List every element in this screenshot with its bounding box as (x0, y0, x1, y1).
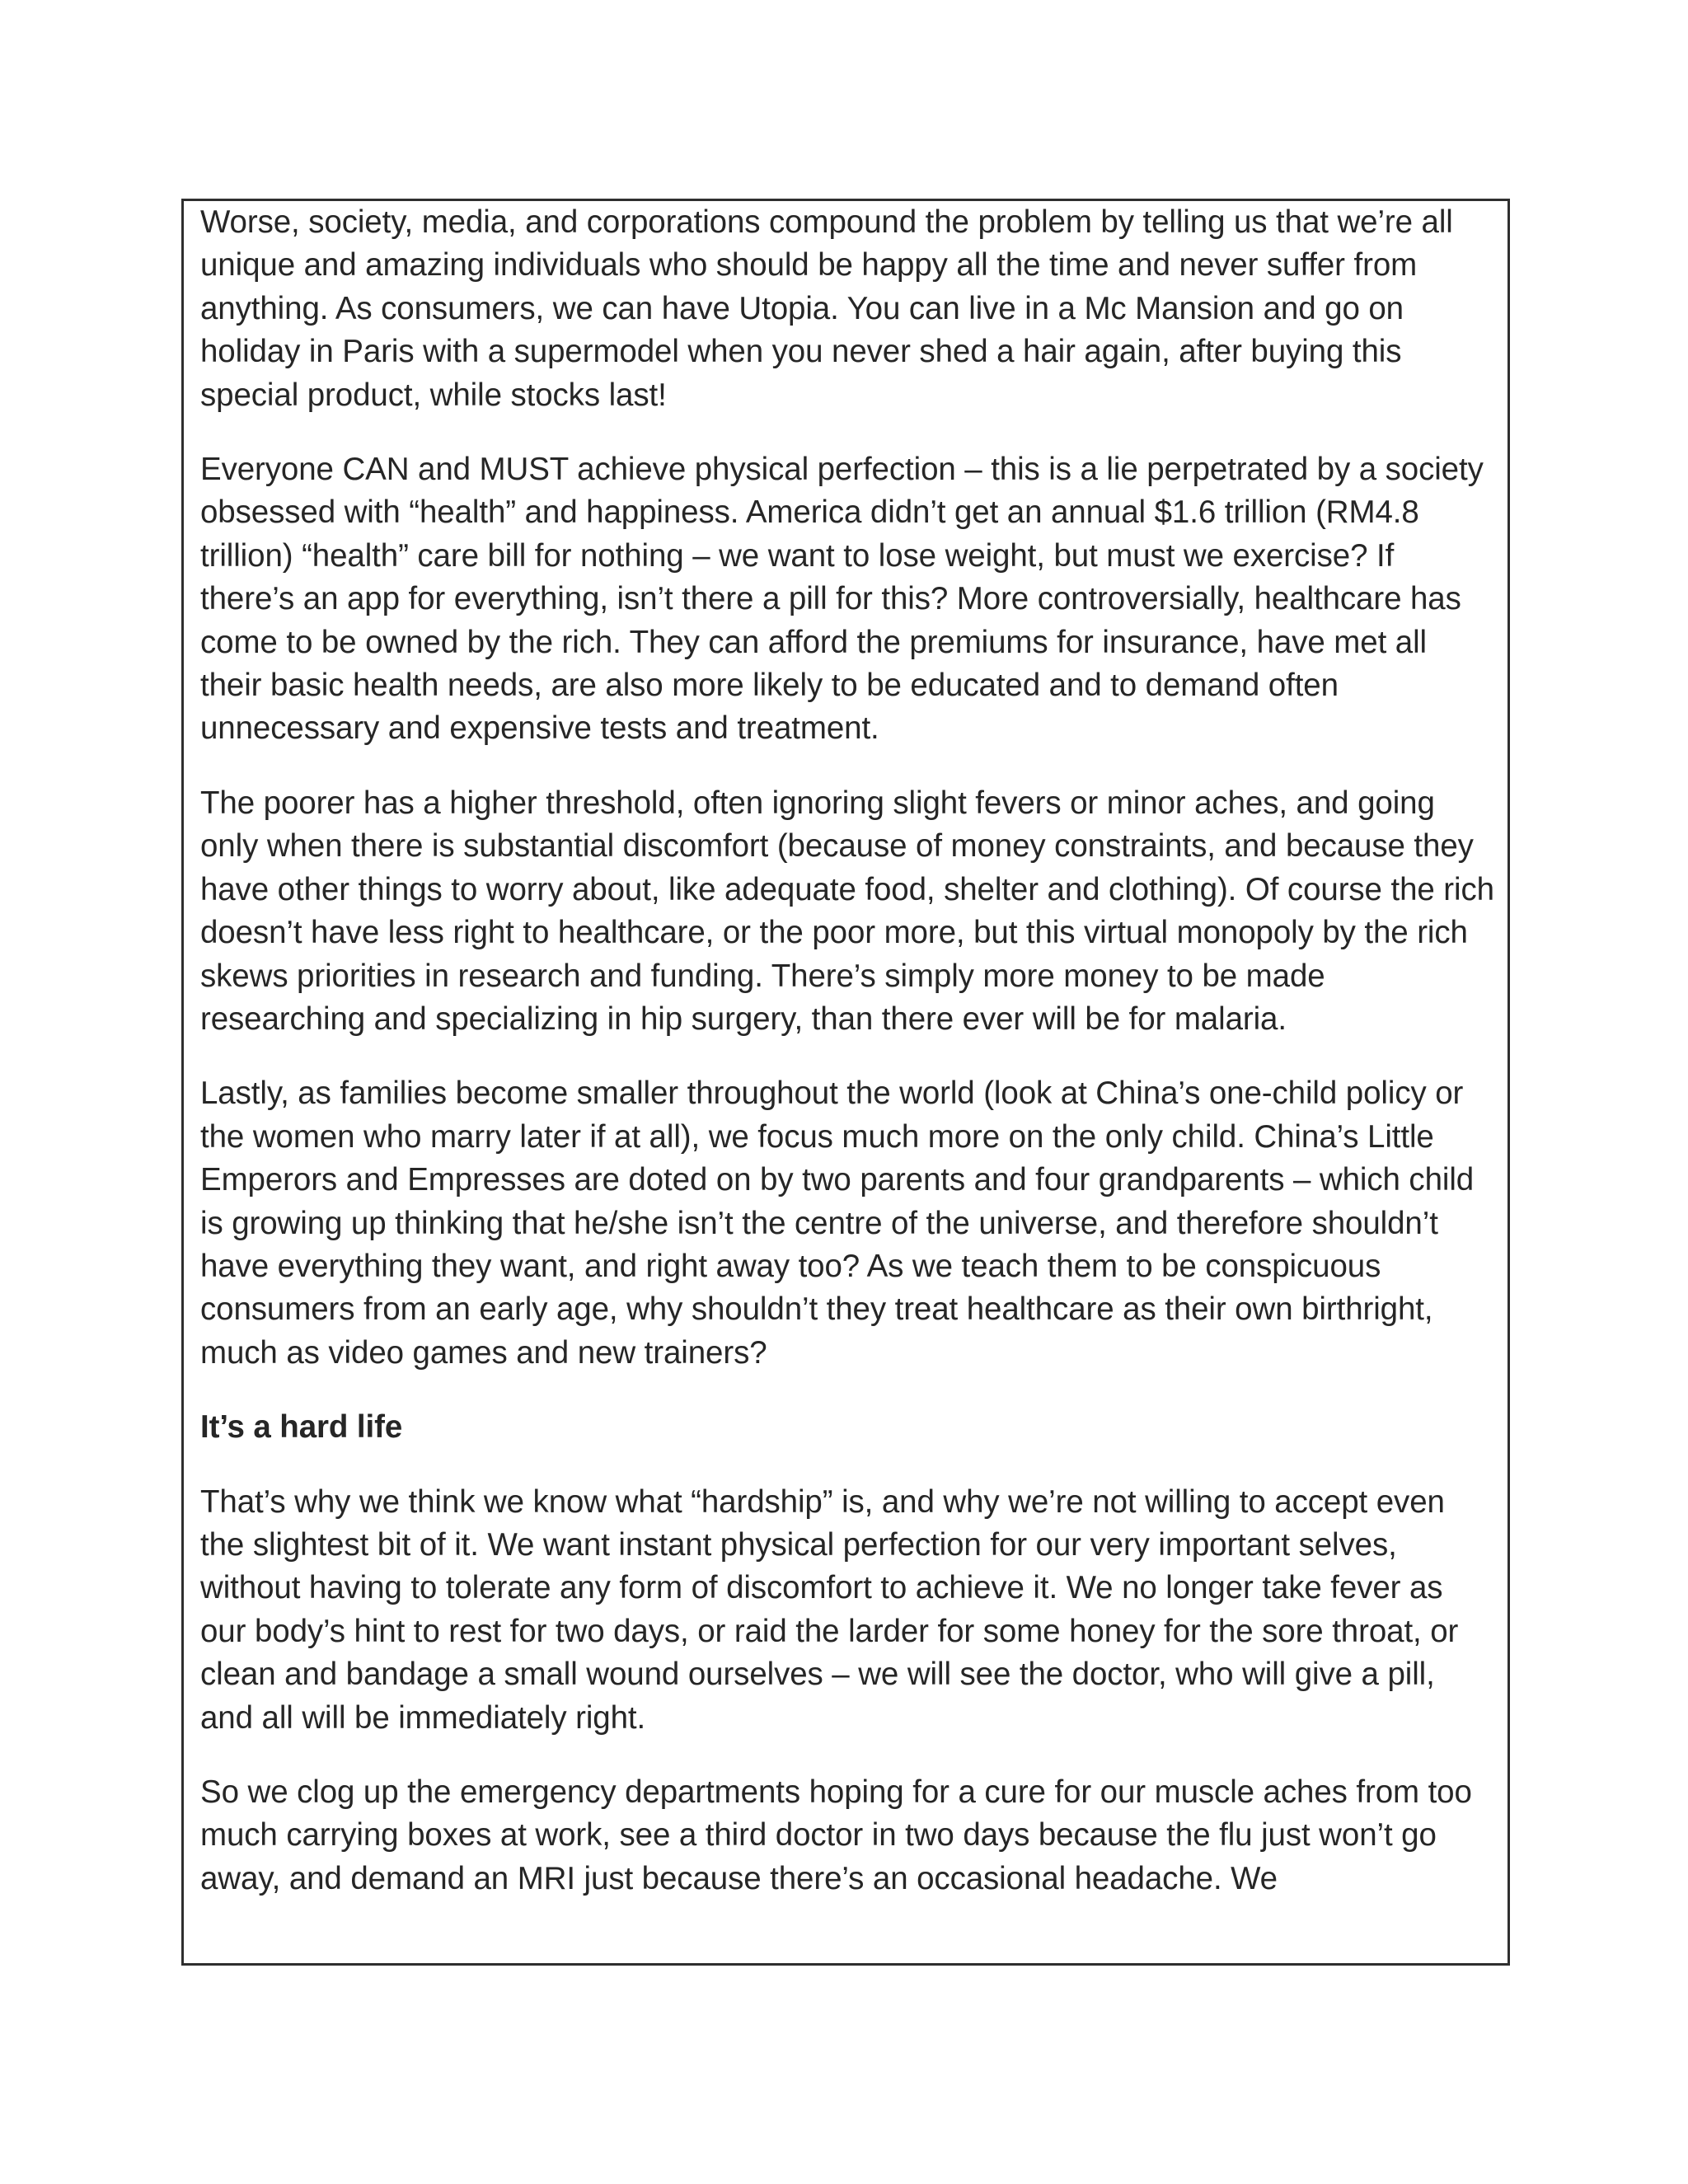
text-box-frame (181, 199, 1510, 1966)
paragraph-smaller-families: Lastly, as families become smaller throughout the world (look at China’s one-child policy or the women who marry later if at all), we focus much more on the only child. China’s Little Emperors and Empresses are doted on by two parents and four grandparents – which child is growing up thinking that he/she isn’t the centre of the universe, and therefore shouldn’t have everything they want, and right away too? As we teach them to be conspicuous consumers from an early age, why shouldn’t they treat healthcare as their own birthright, much as video games and new trainers? (200, 1076, 1475, 1371)
section-heading: It’s a hard life (200, 1409, 403, 1446)
paragraph-physical-perfection: Everyone CAN and MUST achieve physical perfection – this is a lie perpetrated by a society obsessed with “health” and happiness. America didn’t get an annual $1.6 trillion (RM4.8 trillion) “health” care bill for nothing – we want to lose weight, but must we exercise? If there’s an app for everything, isn’t there a pill for this? More controversially, healthcare has come to be owned by the rich. They can afford the premiums for insurance, have met all their basic health needs, are also more likely to be educated and to demand often unnecessary and expensive tests and treatment. (200, 452, 1484, 747)
article-body (200, 201, 1496, 1932)
paragraph-emergency-departments: So we clog up the emergency departments hoping for a cure for our muscle aches from too much carrying boxes at work, see a third doctor in two days because the flu just won’t go away, and demand an MRI just because there’s an occasional headache. We (200, 1774, 1472, 1896)
paragraph-poorer-threshold: The poorer has a higher threshold, often ignoring slight fevers or minor aches, and going only when there is substantial discomfort (because of money constraints, and because they have other things to worry about, like adequate food, shelter and clothing). Of course the rich doesn’t have less right to healthcare, or the poor more, but this virtual monopoly by the rich skews priorities in research and funding. There’s simply more money to be made researching and specializing in hip surgery, than there ever will be for malaria. (200, 785, 1494, 1037)
paragraph-consumer-utopia: Worse, society, media, and corporations compound the problem by telling us that we’re all unique and amazing individuals who should be happy all the time and never suffer from anything. As consumers, we can have Utopia. You can live in a Mc Mansion and go on holiday in Paris with a supermodel when you never shed a hair again, after buying this special product, while stocks last! (200, 204, 1453, 413)
paragraph-hardship: That’s why we think we know what “hardship” is, and why we’re not willing to accept even the slightest bit of it. We want instant physical perfection for our very important selves, without having to tolerate any form of discomfort to achieve it. We no longer take fever as our body’s hint to rest for two days, or raid the larder for some honey for the sore throat, or clean and bandage a small wound ourselves – we will see the doctor, who will give a pill, and all will be immediately right. (200, 1483, 1459, 1736)
